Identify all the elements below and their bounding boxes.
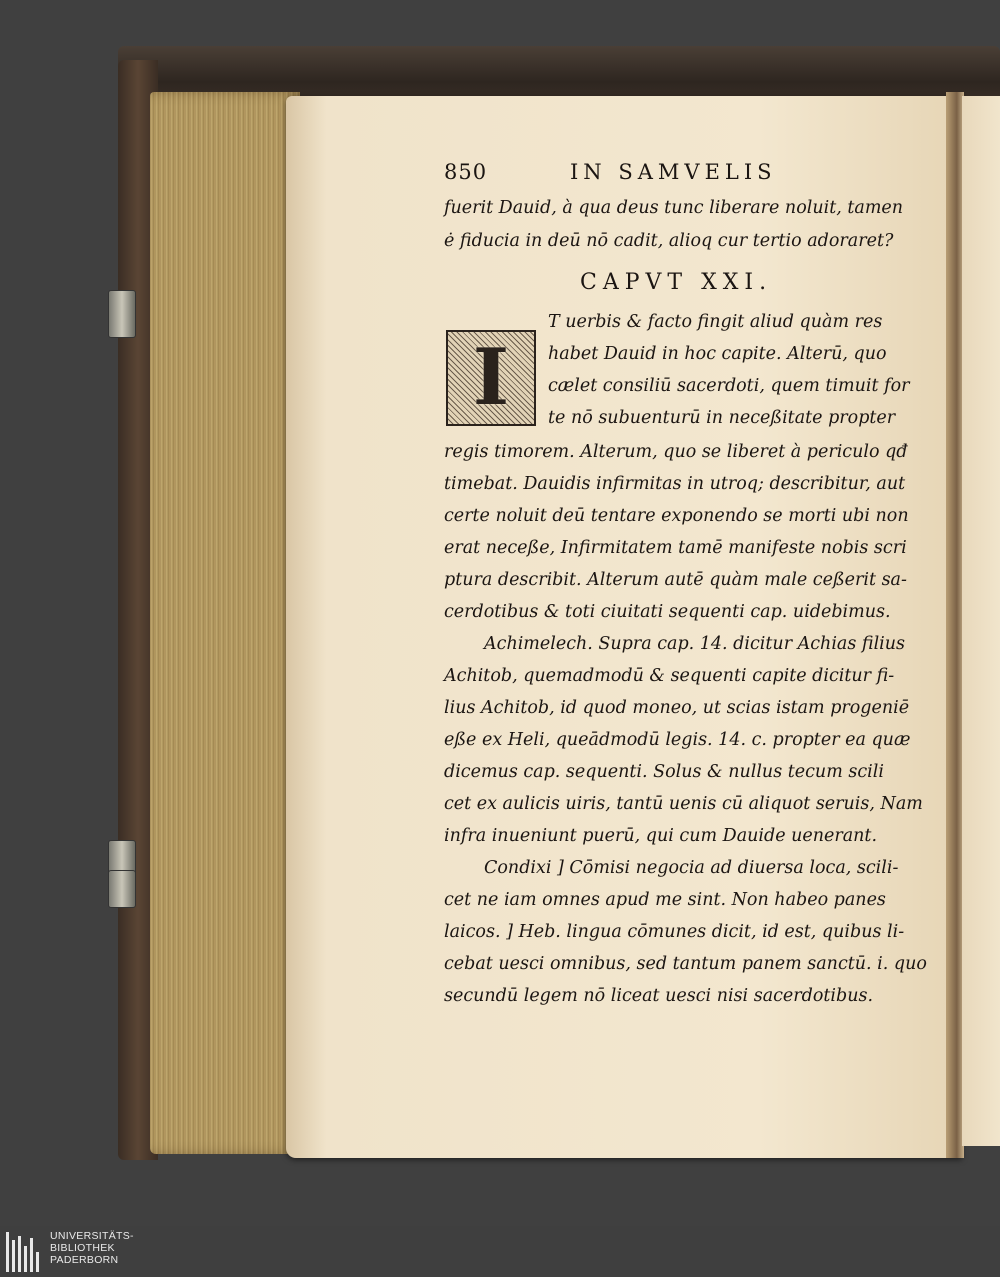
logo-line: UNIVERSITÄTS- xyxy=(50,1230,134,1242)
body-line: Condixi ] Cōmisi negocia ad diuersa loca, scili- xyxy=(484,858,899,878)
logo-line: BIBLIOTHEK xyxy=(50,1242,115,1254)
body-line: dicemus cap. sequenti. Solus & nullus tecum scili xyxy=(444,762,884,782)
carry-line: ė fiducia in deū nō cadit, alioq cur tertio adoraret? xyxy=(444,231,894,251)
body-line: cet ne iam omnes apud me sint. Non habeo panes xyxy=(444,890,886,910)
page-block-edges xyxy=(150,92,300,1154)
body-line: lius Achitob, id quod moneo, ut scias istam progeniē xyxy=(444,698,910,718)
body-line: T uerbis & facto fingit aliud quàm res xyxy=(548,312,883,332)
footer-bar xyxy=(0,1226,1000,1277)
body-line: cælet consiliū sacerdoti, quem timuit for xyxy=(548,376,910,396)
body-line: secundū legem nō liceat uesci nisi sacerdotibus. xyxy=(444,986,874,1006)
body-line: cerdotibus & toti ciuitati sequenti cap. uidebimus. xyxy=(444,602,891,622)
body-line: laicos. ] Heb. lingua cōmunes dicit, id est, quibus li- xyxy=(444,922,905,942)
carry-line: fuerit Dauid, à qua deus tunc liberare noluit, tamen xyxy=(444,198,904,218)
body-line: Achitob, quemadmodū & sequenti capite dicitur fi- xyxy=(444,666,895,686)
body-line: te nō subuenturū in neceßitate propter xyxy=(548,408,896,428)
running-title: IN SAMVELIS xyxy=(570,160,777,184)
facing-page-edge xyxy=(962,96,1000,1146)
library-logo-icon xyxy=(6,1232,42,1272)
body-line: infra inueniunt puerū, qui cum Dauide uenerant. xyxy=(444,826,878,846)
body-line: certe noluit deū tentare exponendo se morti ubi non xyxy=(444,506,909,526)
body-line: erat neceße, Infirmitatem tamē manifeste nobis scri xyxy=(444,538,907,558)
library-logo-text xyxy=(50,1230,134,1266)
body-line: cebat uesci omnibus, sed tantum panem sanctū. i. quo xyxy=(444,954,927,974)
page-number: 850 xyxy=(444,160,488,184)
logo-line: PADERBORN xyxy=(50,1254,119,1266)
body-line: eße ex Heli, queādmodū legis. 14. c. propter ea quæ xyxy=(444,730,911,750)
clasp-lower xyxy=(108,870,136,908)
clasp-upper xyxy=(108,290,136,338)
decorated-initial-letter: I xyxy=(472,332,510,423)
chapter-heading: CAPVT XXI. xyxy=(580,270,773,295)
body-line: Achimelech. Supra cap. 14. dicitur Achias filius xyxy=(484,634,906,654)
body-line: timebat. Dauidis infirmitas in utroq; describitur, aut xyxy=(444,474,906,494)
body-line: habet Dauid in hoc capite. Alterū, quo xyxy=(548,344,887,364)
body-line: ptura describit. Alterum autē quàm male ceßerit sa- xyxy=(444,570,907,590)
body-line: regis timorem. Alterum, quo se liberet à periculo qđ xyxy=(444,442,908,462)
body-line: cet ex aulicis uiris, tantū uenis cū aliquot seruis, Nam xyxy=(444,794,923,814)
